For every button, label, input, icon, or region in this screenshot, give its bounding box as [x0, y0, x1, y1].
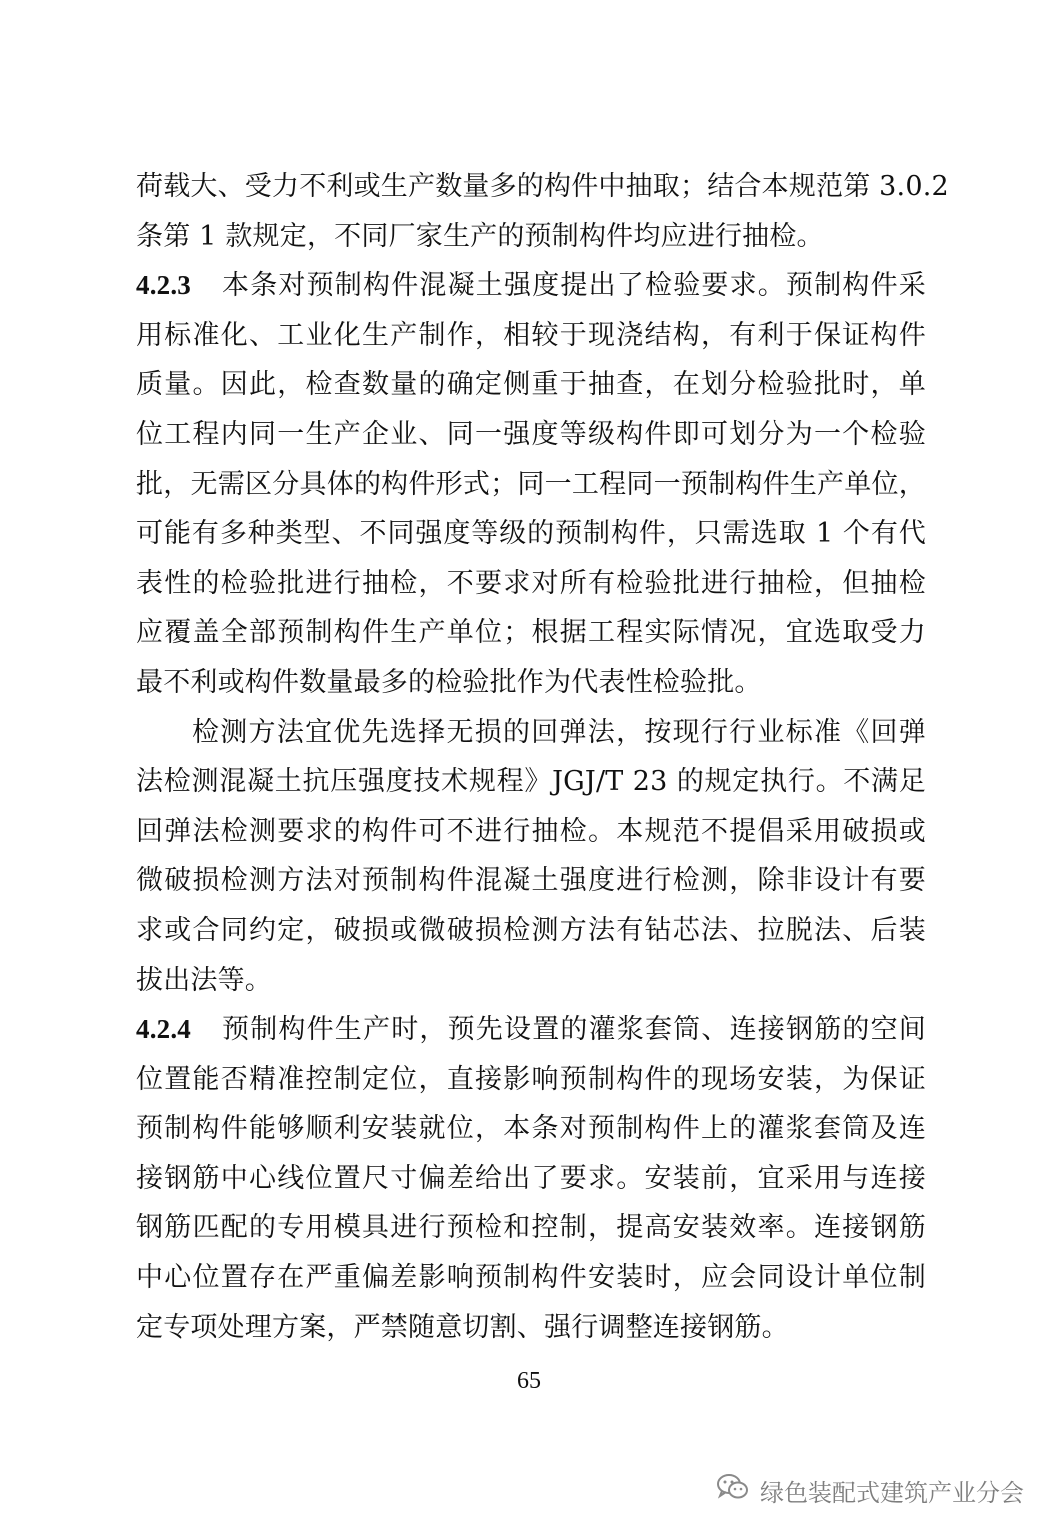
text-line: 位置能否精准控制定位，直接影响预制构件的现场安装，为保证 [136, 1063, 926, 1095]
page-number: 65 [517, 1368, 541, 1394]
section-4-2-4-first-line [136, 1005, 926, 1055]
text-line: 法检测混凝土抗压强度技术规程》JGJ/T 23 的规定执行。不满足 [136, 766, 926, 798]
text-line: 回弹法检测要求的构件可不进行抽检。本规范不提倡采用破损或 [136, 815, 926, 847]
section-number-4-2-4: 4.2.4 [136, 1014, 191, 1045]
text-line: 中心位置存在严重偏差影响预制构件安装时，应会同设计单位制 [136, 1262, 926, 1294]
wechat-icon [716, 1472, 750, 1508]
text-line: 接钢筋中心线位置尺寸偏差给出了要求。安装前，宜采用与连接 [136, 1162, 926, 1194]
text-line: 预制构件能够顺利安装就位，本条对预制构件上的灌浆套筒及连 [136, 1113, 926, 1145]
section-4-2-3-first-line [136, 261, 926, 311]
text-line: 本条对预制构件混凝土强度提出了检验要求。预制构件采 [221, 270, 926, 302]
text-line: 表性的检验批进行抽检，不要求对所有检验批进行抽检，但抽检 [136, 567, 926, 599]
text-line: 质量。因此，检查数量的确定侧重于抽查，在划分检验批时，单 [136, 369, 926, 401]
text-line: 最不利或构件数量最多的检验批作为代表性检验批。 [136, 666, 762, 698]
watermark [716, 1470, 1024, 1510]
text-line: 拔出法等。 [136, 964, 272, 996]
text-line: 检测方法宜优先选择无损的回弹法，按现行行业标准《回弹 [192, 716, 926, 748]
text-line: 用标准化、工业化生产制作，相较于现浇结构，有利于保证构件 [136, 319, 926, 351]
text-line: 钢筋匹配的专用模具进行预检和控制，提高安装效率。连接钢筋 [136, 1212, 926, 1244]
text-line: 条第 1 款规定，不同厂家生产的预制构件均应进行抽检。 [136, 220, 824, 252]
text-line: 微破损检测方法对预制构件混凝土强度进行检测，除非设计有要 [136, 865, 926, 897]
text-line: 预制构件生产时，预先设置的灌浆套筒、连接钢筋的空间 [221, 1014, 926, 1046]
text-line: 位工程内同一生产企业、同一强度等级构件即可划分为一个检验 [136, 418, 926, 450]
text-line: 批，无需区分具体的构件形式；同一工程同一预制构件生产单位， [136, 468, 926, 500]
body-text [136, 162, 949, 1352]
text-line: 荷载大、受力不利或生产数量多的构件中抽取；结合本规范第 3.0.2 [136, 171, 949, 202]
text-line: 应覆盖全部预制构件生产单位；根据工程实际情况，宜选取受力 [136, 617, 926, 649]
text-line: 可能有多种类型、不同强度等级的预制构件，只需选取 1 个有代 [136, 518, 926, 550]
text-line: 求或合同约定，破损或微破损检测方法有钻芯法、拉脱法、后装 [136, 914, 926, 946]
section-number-4-2-3: 4.2.3 [136, 270, 191, 301]
text-line: 定专项处理方案，严禁随意切割、强行调整连接钢筋。 [136, 1311, 789, 1343]
watermark-text: 绿色装配式建筑产业分会 [760, 1478, 1024, 1507]
